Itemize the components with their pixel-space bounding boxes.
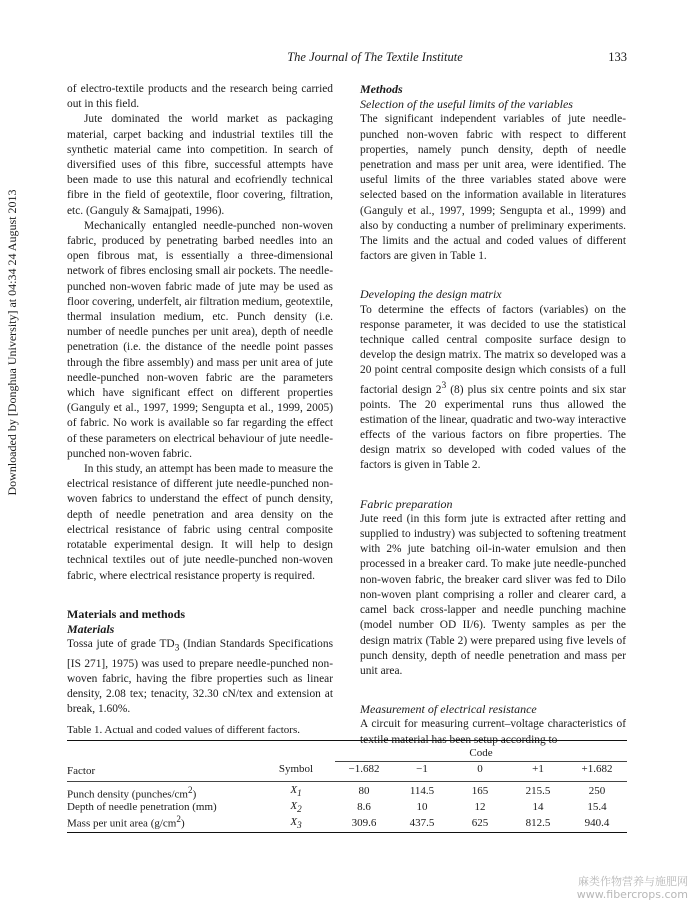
journal-title: The Journal of The Textile Institute: [287, 50, 463, 64]
symbol-cell: [257, 800, 335, 814]
paragraph: Jute dominated the world market as packaging material, carpet backing and industrial textiles till the synthetic material came into competition. In search of diversified uses of this fibre, successful attempts have been made to use this natural and ecofriendly technical fibre in the field of geotextile, floor covering, filtration, etc. (Ganguly & Samajpati, 1996).: [67, 113, 333, 217]
table-row: [67, 814, 627, 832]
text-run: (8) plus six centre points and six star points. The 20 experimental runs thus allowed the estimation of the linear, quadratic and two-way interactive effects of the various factors on fibre properties. The design matrix so developed with coded values of the factors is given in Table 2.: [360, 383, 626, 472]
site-watermark: [577, 875, 688, 901]
paragraph: A circuit for measuring current–voltage characteristics of textile material has been setup according to: [360, 718, 626, 746]
text-run: X: [290, 800, 298, 813]
superscript: 3: [441, 380, 447, 391]
text-run: X: [290, 816, 298, 829]
paragraph: Jute reed (in this form jute is extracted after retting and supplied to industry) was subjected to softening treatment with 2% jute batching oil-in-water emulsion and then processed in a breaker card. To make jute needle-punched non-woven fabric, the breaker card sliver was fed to Dilo non-woven plant comprising a roller and clearer card, a camel back cross-lapper and needle punching machine (model number OD II/6). Twenty samples as per the design matrix (Table 2) were prepared using five levels of punch density, depth of needle penetration and mass per unit area.: [360, 512, 626, 677]
text-run: Punch density (punches/cm: [67, 788, 188, 801]
text-run: Tossa jute of grade TD: [67, 638, 175, 651]
value-cell: 940.4: [584, 817, 610, 830]
value-cell: 114.5: [409, 784, 435, 797]
column-header-level: 0: [477, 763, 483, 776]
subsubsection-heading-design: Developing the design matrix: [360, 287, 502, 302]
value-cell: 14: [532, 801, 544, 814]
column-header-level: −1.682: [348, 763, 380, 776]
subscript: 1: [297, 787, 302, 798]
page-number: 133: [608, 50, 627, 64]
paragraph: In this study, an attempt has been made to measure the electrical resistance of different jute needle-punched non-woven fabrics to understand the effect of punch density, depth of needle penetration and area density on the electrical resistance of fabric using central composite rotatable experimental design. It will help to design technical textiles out of jute needle-punched non-woven fabric, where electrical resistance property is required.: [67, 463, 333, 582]
value-cell: 165: [471, 784, 489, 797]
text-run: To determine the effects of factors (variables) on the response parameter, it was decided to use the statistical technique called central composite surface design to develop the design matrix. The matrix so developed was a 20 point central composite design which consists of a full factorial design 2: [360, 303, 626, 396]
download-sidebar: [2, 80, 22, 605]
column-header-factor: Factor: [67, 764, 96, 777]
value-cell: 10: [416, 801, 428, 814]
subsubsection-heading-fabric: Fabric preparation: [360, 496, 453, 511]
watermark-line: 麻类作物营养与施肥网: [578, 875, 688, 888]
subscript: 3: [174, 643, 180, 654]
value-cell: 625: [471, 817, 489, 830]
subsubsection-heading-measurement: Measurement of electrical resistance: [360, 702, 537, 717]
value-cell: 15.4: [587, 801, 607, 814]
value-cell: 80: [358, 784, 370, 797]
text-run: ): [180, 818, 185, 830]
column-header-symbol: Symbol: [278, 763, 314, 775]
value-cell: 309.6: [351, 817, 377, 830]
text-run: (Indian Standards Specifications [IS 271], 1975) was used to prepare needle-punched non-woven fabric, having the fibre properties such as linear density, 2.08 tex; tenacity, 32.30 cN/tex and extension at break, 1.60%.: [67, 638, 333, 716]
table-row: [67, 800, 627, 814]
value-cell: 812.5: [525, 817, 551, 830]
table-header-row: [67, 762, 627, 777]
paragraph: of electro-textile products and the research being carried out in this field.: [67, 83, 333, 111]
watermark-url: www.fibercrops.com: [576, 888, 688, 901]
table-row: [67, 781, 627, 800]
value-cell: 12: [474, 801, 486, 814]
download-note: Downloaded by [Donghua University] at 04:34 24 August 2013: [5, 189, 19, 496]
factor-cell: [67, 814, 257, 832]
paragraph: The significant independent variables of jute needle-punched non-woven fabric with respect to different properties, namely punch density, depth of needle penetration and mass per unit area, were identified. The useful limits of the three variables stated above were selected based on the information available in literatures (Ganguly et al., 1997, 1999; Sengupta et al., 1999) and also by conducting a number of preliminary experiments. The limits and the actual and coded values of different factors are given in Table 1.: [360, 113, 626, 263]
code-header: Code: [335, 747, 627, 762]
column-header-level: −1: [416, 763, 428, 776]
text-run: ): [192, 788, 197, 801]
factor-cell: Depth of needle penetration (mm): [67, 801, 217, 814]
subscript: 3: [297, 820, 302, 831]
column-header-level: +1: [532, 763, 544, 776]
subsubsection-heading-selection: Selection of the useful limits of the variables: [360, 97, 573, 112]
paragraph: Mechanically entangled needle-punched non-woven fabric, produced by penetrating barbed needles into an open fibrous mat, is essentially a three-dimensional network of fibres enclosing small air pockets. The needle-punched non-woven fabric made of jute may be used as floor covering, underfelt, air filtration medium, geotextile, thermal insulation medium, etc. Punch density (i.e. number of needle punches per unit area), depth of needle penetration (i.e. the distance of the needle point passes through the fibre assembly) and mass per unit area of jute needle-punched non-woven fabric are the parameters which have significant effect on different properties (Ganguly et al., 1997, 1999; Sengupta et al., 1999, 2005) of fabric. No work is available so far regarding the effect of these parameters on electrical behaviour of jute needle-punched non-woven fabric.: [67, 219, 333, 460]
text-run: X: [290, 783, 298, 796]
superscript: 2: [187, 784, 193, 795]
factor-cell: [67, 781, 257, 800]
value-cell: 437.5: [409, 817, 435, 830]
spacer: [67, 584, 333, 607]
value-cell: 215.5: [525, 784, 551, 797]
table-caption: Table 1. Actual and coded values of different factors.: [67, 724, 300, 736]
column-header-level: +1.682: [581, 763, 613, 776]
table-header-row: [67, 747, 627, 762]
factors-table: [67, 740, 627, 833]
text-run: Mass per unit area (g/cm: [67, 818, 177, 830]
subsection-heading-methods: Methods: [360, 82, 403, 96]
right-column: [360, 82, 626, 748]
spacer: [360, 679, 626, 702]
paragraph-materials: [67, 637, 333, 717]
value-cell: 8.6: [357, 801, 371, 814]
spacer: [360, 474, 626, 497]
paragraph-design: [360, 303, 626, 474]
symbol-cell: [257, 781, 335, 800]
spacer: [360, 264, 626, 287]
symbol-cell: [257, 814, 335, 832]
subscript: 2: [297, 804, 302, 815]
value-cell: 250: [588, 784, 606, 797]
superscript: 2: [176, 814, 181, 825]
left-column: [67, 82, 333, 717]
section-heading-materials-methods: Materials and methods: [67, 606, 185, 621]
subsection-heading-materials: Materials: [67, 621, 115, 636]
running-header: [0, 50, 694, 70]
